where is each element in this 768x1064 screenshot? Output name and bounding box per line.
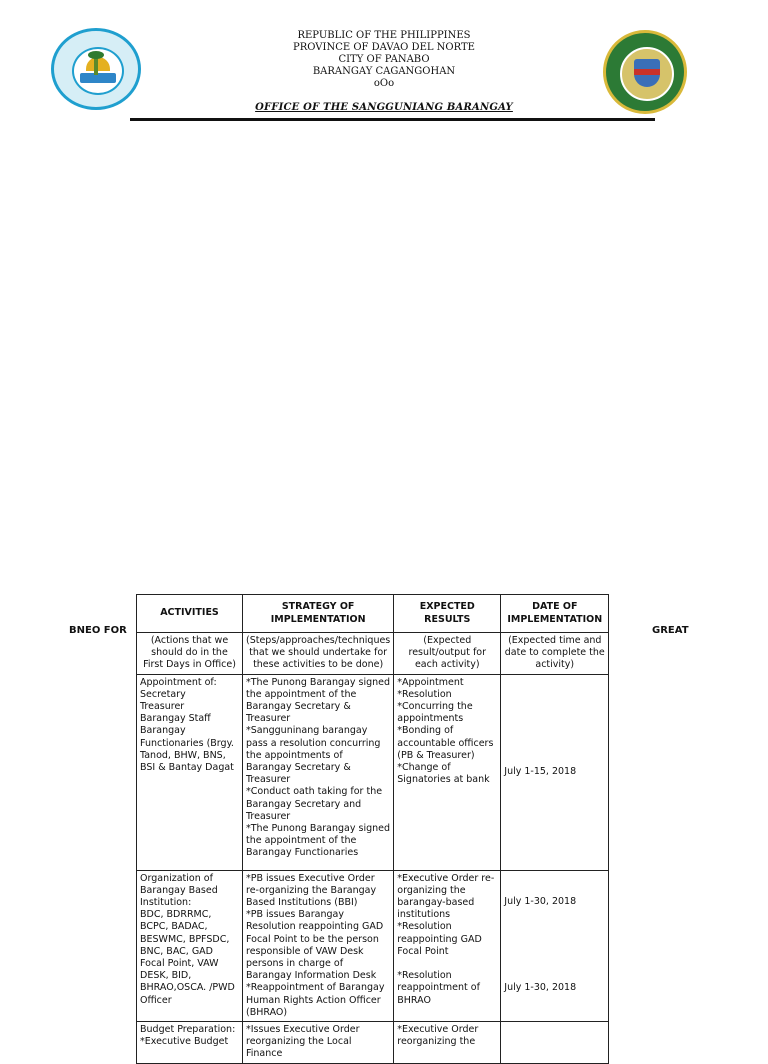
- row-date: [501, 1022, 609, 1064]
- row-activity: Appointment of: Secretary Treasurer Barangay Staff Barangay Functionaries (Brgy. Tanod, BHW, BNS, BSI & Bantay Dagat: [137, 674, 243, 870]
- header-line-barangay: BARANGAY CAGANGOHAN: [312, 66, 456, 77]
- row-date: July 1-30, 2018: [504, 895, 577, 907]
- table-subheader-row: [137, 633, 609, 675]
- table-row: [137, 674, 609, 870]
- side-label-left: BNEO FOR: [69, 625, 127, 636]
- row-date: July 1-15, 2018: [501, 674, 609, 870]
- subheader-results: (Expected result/output for each activity): [394, 633, 501, 675]
- subheader-strategy: (Steps/approaches/techniques that we should undertake for these activities to be done): [243, 633, 394, 675]
- row-results: *Executive Order reorganizing the: [394, 1022, 501, 1064]
- shield-stripe: [634, 69, 660, 75]
- header-line-city: CITY OF PANABO: [338, 54, 430, 65]
- header-results: EXPECTED RESULTS: [394, 595, 501, 633]
- row-date-cell: [501, 870, 609, 1021]
- header-activities: ACTIVITIES: [137, 595, 243, 633]
- subheader-activities: (Actions that we should do in the First Days in Office): [137, 633, 243, 675]
- action-plan-table: [136, 594, 609, 1064]
- seal-emblem-right: [620, 47, 674, 101]
- table-header-row: [137, 595, 609, 633]
- row-date-second: July 1-30, 2018: [504, 981, 577, 993]
- row-results: *Executive Order re-organizing the barangay-based institutions *Resolution reappointing GAD Focal Point *Resolution reappointment of BHRAO: [394, 870, 501, 1021]
- table-row: [137, 870, 609, 1021]
- header-line-province: PROVINCE OF DAVAO DEL NORTE: [293, 42, 475, 53]
- header-line-republic: REPUBLIC OF THE PHILIPPINES: [297, 30, 471, 41]
- row-activity: Organization of Barangay Based Institution: BDC, BDRRMC, BCPC, BADAC, BESWMC, BPFSDC, BNC, BAC, GAD Focal Point, VAW DESK, BID, BHRAO,OSCA. /PWD Officer: [137, 870, 243, 1021]
- office-title: OFFICE OF THE SANGGUNIANG BARANGAY: [255, 102, 513, 113]
- table-row: [137, 1022, 609, 1064]
- row-results: *Appointment *Resolution *Concurring the appointments *Bonding of accountable officers (PB & Treasurer) *Change of Signatories at bank: [394, 674, 501, 870]
- header-date: DATE OF IMPLEMENTATION: [501, 595, 609, 633]
- header-strategy: STRATEGY OF IMPLEMENTATION: [243, 595, 394, 633]
- row-strategy: *Issues Executive Order reorganizing the Local Finance: [243, 1022, 394, 1064]
- letterhead: [0, 0, 768, 130]
- header-line-ornament: oOo: [373, 78, 395, 89]
- row-activity: Budget Preparation: *Executive Budget: [137, 1022, 243, 1064]
- side-label-right: GREAT: [652, 625, 689, 636]
- row-strategy: *PB issues Executive Order re-organizing the Barangay Based Institutions (BBI) *PB issues Barangay Resolution reappointing GAD Focal Point to be the person responsible of VAW Desk persons in charge of Barangay Information Desk *Reappointment of Barangay Human Rights Action Officer (BHRAO): [243, 870, 394, 1021]
- header-divider: [130, 118, 655, 121]
- row-strategy: *The Punong Barangay signed the appointment of the Barangay Secretary & Treasurer *Sangguninang barangay pass a resolution concurring the appointments of Barangay Secretary & Treasurer *Conduct oath taking for the Barangay Secretary and Treasurer *The Punong Barangay signed the appointment of the Barangay Functionaries: [243, 674, 394, 870]
- city-seal-logo: [603, 30, 687, 114]
- subheader-date: (Expected time and date to complete the activity): [501, 633, 609, 675]
